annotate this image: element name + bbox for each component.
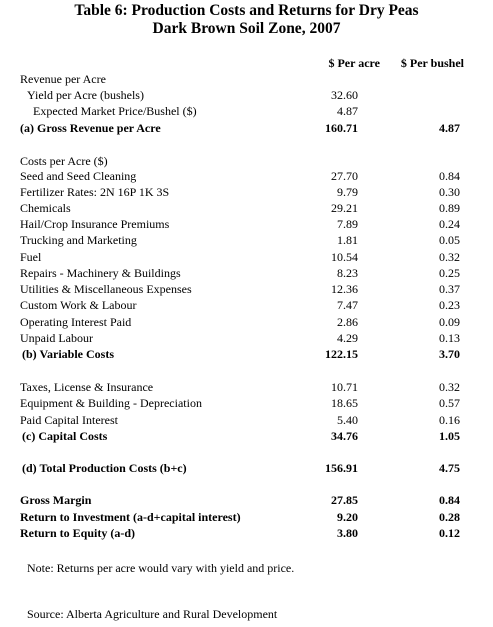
value-per-acre: 9.20 bbox=[337, 510, 358, 524]
column-header-per-acre: $ Per acre bbox=[328, 56, 380, 70]
table-row bbox=[0, 314, 493, 330]
row-label: Return to Equity (a-d) bbox=[20, 526, 136, 540]
value-per-bushel: 4.75 bbox=[439, 461, 460, 475]
table-row-total bbox=[0, 460, 493, 476]
value-per-acre: 8.23 bbox=[337, 266, 358, 280]
row-label: Revenue per Acre bbox=[20, 72, 106, 86]
value-per-bushel: 0.84 bbox=[439, 169, 460, 183]
table-row bbox=[0, 200, 493, 216]
source-citation: Source: Alberta Agriculture and Rural Development bbox=[27, 607, 278, 621]
value-per-bushel: 4.87 bbox=[439, 121, 460, 135]
table-row bbox=[0, 330, 493, 346]
value-per-acre: 7.89 bbox=[337, 217, 358, 231]
value-per-acre: 10.54 bbox=[331, 250, 358, 264]
table-row-subtotal bbox=[0, 120, 493, 136]
value-per-bushel: 0.25 bbox=[439, 266, 460, 280]
value-per-bushel: 0.28 bbox=[439, 510, 460, 524]
row-label: Gross Margin bbox=[20, 493, 92, 507]
table-row bbox=[0, 232, 493, 248]
table-title-line2: Dark Brown Soil Zone, 2007 bbox=[152, 20, 341, 37]
value-per-acre: 122.15 bbox=[325, 347, 358, 361]
row-label: Costs per Acre ($) bbox=[20, 154, 108, 168]
value-per-bushel: 0.37 bbox=[439, 282, 460, 296]
row-label: (d) Total Production Costs (b+c) bbox=[22, 461, 187, 475]
row-label: Fuel bbox=[20, 250, 42, 264]
table-row-subtotal bbox=[0, 428, 493, 444]
row-label: Hail/Crop Insurance Premiums bbox=[20, 217, 170, 231]
value-per-bushel: 0.12 bbox=[439, 526, 460, 540]
row-label: Expected Market Price/Bushel ($) bbox=[33, 104, 197, 118]
table-row bbox=[0, 281, 493, 297]
table-row bbox=[0, 297, 493, 313]
table-row bbox=[0, 71, 493, 87]
table-row bbox=[0, 184, 493, 200]
row-label: Seed and Seed Cleaning bbox=[20, 169, 137, 183]
row-label: Fertilizer Rates: 2N 16P 1K 3S bbox=[20, 185, 170, 199]
value-per-acre: 27.85 bbox=[331, 493, 358, 507]
value-per-bushel: 0.09 bbox=[439, 315, 460, 329]
table-row bbox=[0, 395, 493, 411]
value-per-acre: 4.87 bbox=[337, 104, 358, 118]
row-label: Repairs - Machinery & Buildings bbox=[20, 266, 181, 280]
value-per-acre: 1.81 bbox=[337, 233, 358, 247]
table-row bbox=[0, 87, 493, 103]
value-per-acre: 4.29 bbox=[337, 331, 358, 345]
value-per-acre: 10.71 bbox=[331, 380, 358, 394]
row-label: (b) Variable Costs bbox=[22, 347, 115, 361]
table-row bbox=[0, 216, 493, 232]
table-row bbox=[0, 249, 493, 265]
value-per-bushel: 0.05 bbox=[439, 233, 460, 247]
table-title-line1: Table 6: Production Costs and Returns for Dry Peas bbox=[74, 2, 419, 19]
value-per-acre: 160.71 bbox=[325, 121, 358, 135]
value-per-bushel: 0.89 bbox=[439, 201, 460, 215]
row-label: Return to Investment (a-d+capital interest) bbox=[20, 510, 241, 524]
value-per-acre: 12.36 bbox=[331, 282, 358, 296]
value-per-bushel: 0.57 bbox=[439, 396, 460, 410]
row-label: Operating Interest Paid bbox=[20, 315, 132, 329]
value-per-bushel: 1.05 bbox=[439, 429, 460, 443]
row-label: (c) Capital Costs bbox=[22, 429, 108, 443]
value-per-acre: 18.65 bbox=[331, 396, 358, 410]
row-label: Taxes, License & Insurance bbox=[20, 380, 154, 394]
value-per-acre: 27.70 bbox=[331, 169, 358, 183]
value-per-bushel: 0.32 bbox=[439, 250, 460, 264]
table-row-summary bbox=[0, 509, 493, 525]
value-per-acre: 156.91 bbox=[325, 461, 358, 475]
value-per-acre: 2.86 bbox=[337, 315, 358, 329]
value-per-bushel: 0.24 bbox=[439, 217, 460, 231]
column-header-per-bushel: $ Per bushel bbox=[400, 56, 464, 70]
value-per-acre: 5.40 bbox=[337, 413, 358, 427]
value-per-acre: 34.76 bbox=[331, 429, 358, 443]
table-row bbox=[0, 412, 493, 428]
row-label: Trucking and Marketing bbox=[20, 233, 137, 247]
value-per-acre: 29.21 bbox=[331, 201, 358, 215]
value-per-bushel: 0.32 bbox=[439, 380, 460, 394]
table-note: Note: Returns per acre would vary with yield and price. bbox=[27, 561, 295, 575]
value-per-bushel: 0.16 bbox=[439, 413, 460, 427]
table-row bbox=[0, 379, 493, 395]
row-label: Custom Work & Labour bbox=[20, 298, 137, 312]
value-per-bushel: 0.30 bbox=[439, 185, 460, 199]
table-row bbox=[0, 168, 493, 184]
table-row-summary bbox=[0, 492, 493, 508]
value-per-bushel: 0.84 bbox=[439, 493, 460, 507]
value-per-bushel: 3.70 bbox=[439, 347, 460, 361]
value-per-bushel: 0.13 bbox=[439, 331, 460, 345]
table-row-subtotal bbox=[0, 346, 493, 362]
row-label: Yield per Acre (bushels) bbox=[27, 88, 144, 102]
table-row bbox=[0, 153, 493, 169]
row-label: Unpaid Labour bbox=[20, 331, 93, 345]
row-label: (a) Gross Revenue per Acre bbox=[20, 121, 161, 135]
value-per-acre: 3.80 bbox=[337, 526, 358, 540]
value-per-acre: 9.79 bbox=[337, 185, 358, 199]
value-per-acre: 7.47 bbox=[337, 298, 358, 312]
row-label: Utilities & Miscellaneous Expenses bbox=[20, 282, 192, 296]
row-label: Chemicals bbox=[20, 201, 71, 215]
row-label: Equipment & Building - Depreciation bbox=[20, 396, 202, 410]
table-row bbox=[0, 103, 493, 119]
value-per-acre: 32.60 bbox=[331, 88, 358, 102]
value-per-bushel: 0.23 bbox=[439, 298, 460, 312]
table-row bbox=[0, 265, 493, 281]
row-label: Paid Capital Interest bbox=[20, 413, 118, 427]
table-row-summary bbox=[0, 525, 493, 541]
